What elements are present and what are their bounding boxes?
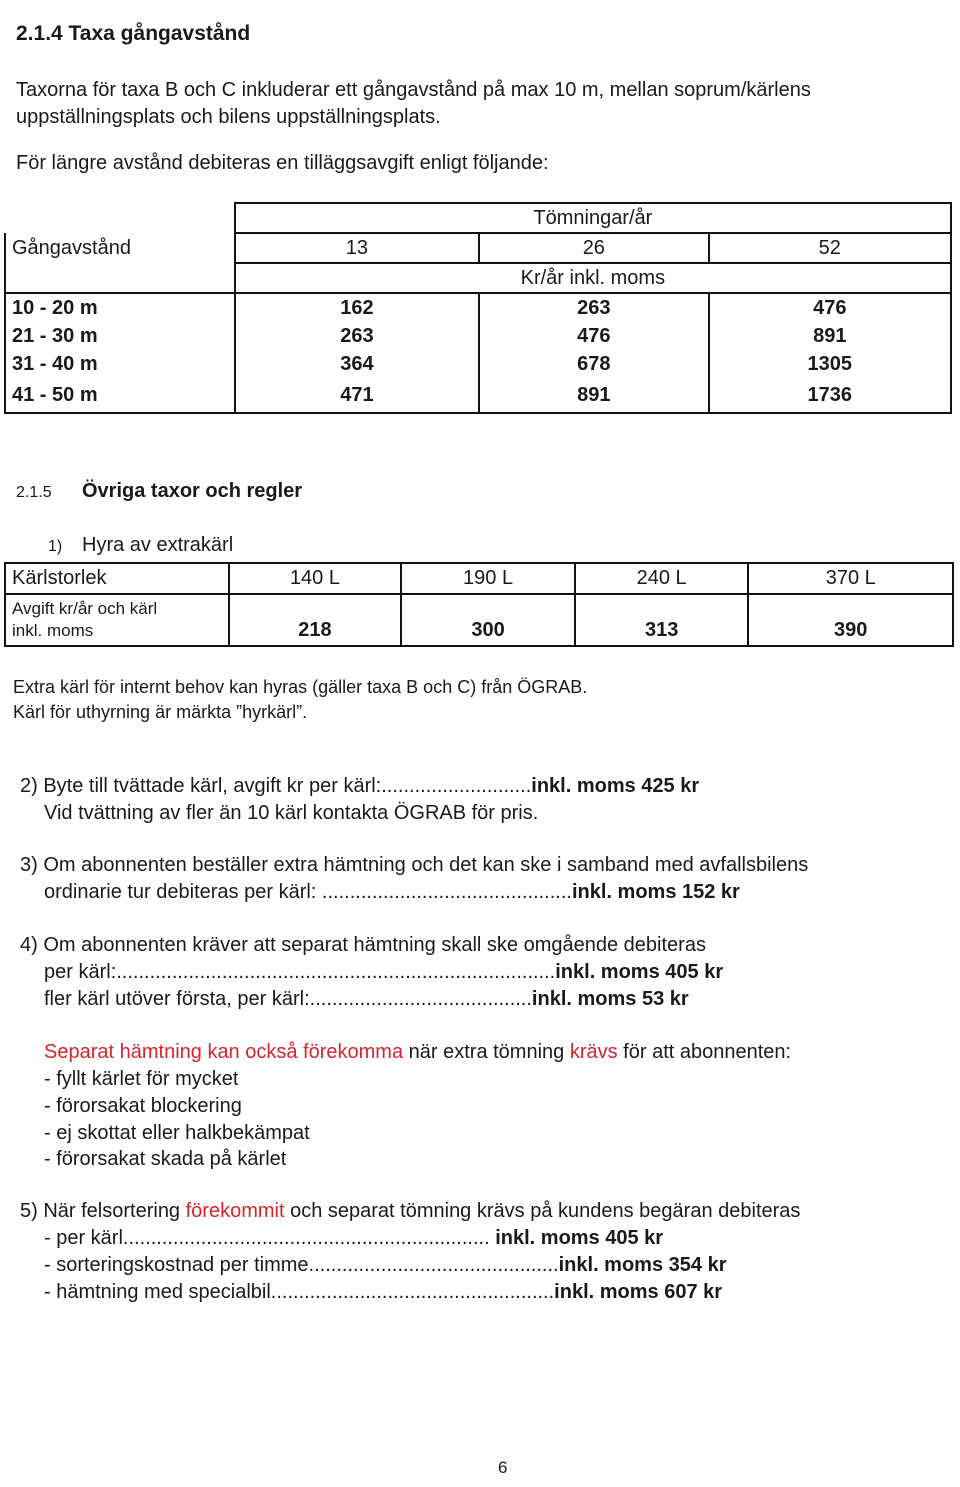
table-cell: 313	[575, 594, 749, 646]
paragraph-line: Vid tvättning av fler än 10 kärl kontakta ÖGRAB för pris.	[44, 802, 539, 824]
table-cell	[5, 263, 235, 293]
group-header: Tömningar/år	[235, 203, 951, 233]
list-item-title: Hyra av extrakärl	[82, 534, 234, 556]
page-number: 6	[498, 1458, 508, 1477]
paragraph-line: Taxorna för taxa B och C inkluderar ett gångavstånd på max 10 m, mellan soprum/kärlens	[16, 79, 811, 101]
table-corner	[5, 203, 235, 233]
table-cell: 370 L	[748, 563, 953, 594]
leader-dots: .............................................	[308, 1254, 559, 1276]
fee-price: inkl. moms 425 kr	[531, 775, 700, 797]
bullet-item: - fyllt kärlet för mycket	[44, 1068, 239, 1090]
fee-text: - per kärl	[44, 1227, 123, 1249]
list-number: 1)	[48, 538, 63, 555]
fee-line	[44, 961, 723, 984]
table-cell: 471	[235, 378, 479, 413]
fee-text: - sorteringskostnad per timme	[44, 1254, 309, 1276]
leader-dots: ...................................................	[270, 1281, 555, 1303]
paragraph-line	[20, 1200, 800, 1223]
paragraph-line: 3) Om abonnenten beställer extra hämtning och det kan ske i samband med avfallsbilens	[20, 854, 809, 876]
fee-text: per kärl:	[44, 961, 117, 983]
bullet-item: - ej skottat eller halkbekämpat	[44, 1122, 310, 1144]
bullet-item: - förorsakat blockering	[44, 1095, 242, 1117]
fee-price: inkl. moms 354 kr	[558, 1254, 727, 1276]
table-cell: 218	[229, 594, 402, 646]
table-cell: 390	[748, 594, 953, 646]
leader-dots: .............................................	[316, 881, 572, 903]
paragraph-line: 4) Om abonnenten kräver att separat hämtning skall ske omgående debiteras	[20, 934, 706, 956]
note-line: Extra kärl för internt behov kan hyras (gäller taxa B och C) från ÖGRAB.	[13, 677, 588, 697]
highlighted-text: Separat hämtning kan också förekomma	[44, 1041, 404, 1063]
fee-line	[44, 1254, 726, 1277]
section-heading-214: 2.1.4 Taxa gångavstånd	[16, 22, 251, 45]
table-cell: 162	[235, 293, 479, 322]
leader-dots: ...........................	[381, 775, 532, 797]
row-label: 21 - 30 m	[5, 322, 235, 350]
fee-price: inkl. moms 405 kr	[555, 961, 724, 983]
fee-line	[20, 775, 699, 798]
section-number: 2.1.5	[16, 484, 52, 501]
row-label: 41 - 50 m	[5, 378, 235, 413]
table-cell: 1305	[709, 350, 951, 378]
row-header: Gångavstånd	[5, 233, 235, 263]
table-cell: 476	[479, 322, 708, 350]
paragraph-line: För längre avstånd debiteras en tilläggsavgift enligt följande:	[16, 152, 549, 174]
fee-price: inkl. moms 405 kr	[495, 1227, 664, 1249]
table-cell: 300	[401, 594, 575, 646]
row-label	[5, 594, 229, 646]
leader-dots: ...............................................................................	[116, 961, 556, 983]
fee-text: - hämtning med specialbil	[44, 1281, 271, 1303]
fee-text: 2) Byte till tvättade kärl, avgift kr per kärl:	[20, 775, 382, 797]
row-label: 31 - 40 m	[5, 350, 235, 378]
row-label-line: Avgift kr/år och kärl	[12, 599, 158, 618]
table-cell: 891	[479, 378, 708, 413]
section-heading-215: Övriga taxor och regler	[82, 480, 303, 502]
paragraph-line: uppställningsplats och bilens uppställningsplats.	[16, 106, 441, 128]
table-cell: 1736	[709, 378, 951, 413]
unit-label: Kr/år inkl. moms	[235, 263, 951, 293]
table-cell: 263	[235, 322, 479, 350]
walking-distance-table	[4, 202, 952, 414]
column-header: 26	[479, 233, 708, 263]
paragraph-text: för att abonnenten:	[617, 1041, 792, 1063]
container-rental-table	[4, 562, 954, 647]
table-cell: 678	[479, 350, 708, 378]
table-cell: 476	[709, 293, 951, 322]
fee-price: inkl. moms 152 kr	[571, 881, 740, 903]
row-label-line: inkl. moms	[12, 621, 94, 640]
table-cell: 190 L	[401, 563, 575, 594]
paragraph-text: och separat tömning krävs på kundens begäran debiteras	[284, 1200, 801, 1222]
fee-line	[44, 1227, 663, 1250]
row-label: 10 - 20 m	[5, 293, 235, 322]
fee-price: inkl. moms 53 kr	[531, 988, 689, 1010]
table-cell: 891	[709, 322, 951, 350]
leader-dots: ........................................	[309, 988, 532, 1010]
column-header: 52	[709, 233, 951, 263]
table-cell: 364	[235, 350, 479, 378]
paragraph-text: 5) När felsortering	[20, 1200, 186, 1222]
fee-line	[44, 881, 740, 904]
paragraph-line	[44, 1041, 791, 1064]
fee-line	[44, 988, 689, 1011]
column-header: 13	[235, 233, 479, 263]
fee-text: ordinarie tur debiteras per kärl:	[44, 881, 317, 903]
highlighted-text: krävs	[569, 1041, 618, 1063]
highlighted-text: förekommit	[185, 1200, 285, 1222]
leader-dots: ..................................................................	[122, 1227, 490, 1249]
table-cell: 240 L	[575, 563, 749, 594]
table-cell: 140 L	[229, 563, 402, 594]
bullet-item: - förorsakat skada på kärlet	[44, 1148, 287, 1170]
row-label: Kärlstorlek	[5, 563, 229, 594]
note-line: Kärl för uthyrning är märkta ”hyrkärl”.	[13, 702, 308, 722]
table-cell: 263	[479, 293, 708, 322]
fee-price: inkl. moms 607 kr	[554, 1281, 723, 1303]
fee-line	[44, 1281, 722, 1304]
fee-text: fler kärl utöver första, per kärl:	[44, 988, 310, 1010]
paragraph-text: när extra tömning	[403, 1041, 570, 1063]
